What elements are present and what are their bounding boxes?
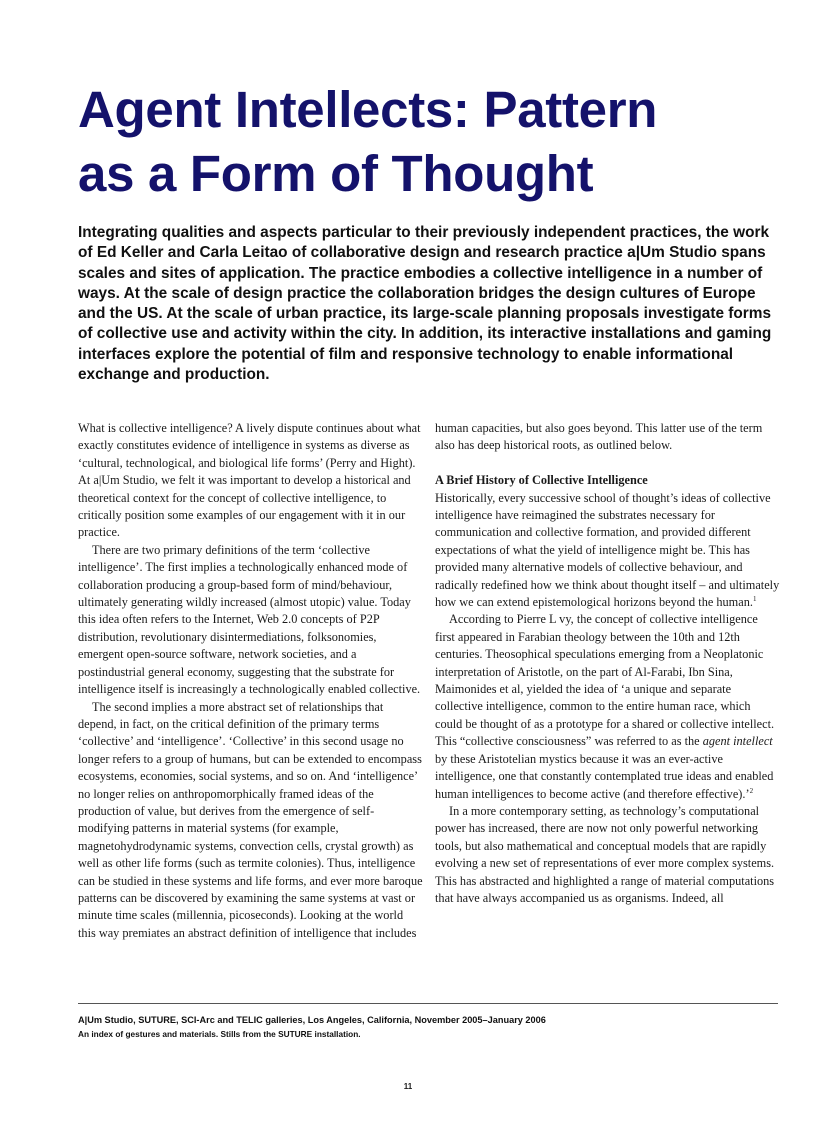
right-paragraph-2 (435, 490, 780, 612)
right-column (435, 420, 780, 907)
right-paragraph-3-text-b: by these Aristotelian mystics because it was an ever-active intelligence, one that constantly contemplated true ideas and enabled human intelligences to become active (and therefore effective).’ (435, 751, 774, 801)
section-heading: A Brief History of Collective Intelligence (435, 473, 648, 488)
page-number: 11 (403, 1082, 413, 1091)
caption-line-1: A|Um Studio, SUTURE, SCI-Arc and TELIC galleries, Los Angeles, California, November 2005–January 2006 (78, 1015, 546, 1025)
right-paragraph-3-text-a: According to Pierre L vy, the concept of collective intelligence first appeared in Farabian theology between the 10th and 12th centuries. Theosophical speculations emerging from a Neoplatonic interpretation of Aristotle, on the part of Al-Farabi, Ibn Sina, Maimonides et al, yielded the idea of ‘a unique and separate collective intelligence, common to the entire human race, which could be thought of as a prototype for a shared or collective intellect. This “collective consciousness” was referred to as the (435, 612, 775, 749)
article-title (78, 78, 778, 206)
title-line-1: Agent Intellects: Pattern (78, 81, 658, 138)
intro-text-2: of collaborative design and research practice a|Um Studio spans scales and sites of application. The practice embodies a collective intelligence in a number of ways. At the scale of design practice the collaboration bridges the design cultures of Europe and the US. At the scale of urban practice, its large-scale planning proposals investigate forms of collective use and activity within the city. In addition, its interactive installations and gaming interfaces explore the potential of film and responsive technology to enable informational exchange and production. (78, 244, 772, 384)
title-line-2: as a Form of Thought (78, 145, 594, 202)
section-gap (435, 455, 780, 472)
left-paragraph-2: There are two primary definitions of the term ‘collective intelligence’. The first implies a technologically enhanced mode of collaboration producing a group-based form of mind/behaviour, ultimately generating wildly increased (almost utopic) value. Today this idea often refers to the Internet, Web 2.0 concepts of P2P distribution, revolutionary disintermediations, folksonomies, emergent open-source software, network societies, and a postindustrial general economy, suggesting that the substrate for intelligence itself is increasingly a technologically enabled collective. (78, 542, 421, 697)
footnote-ref-1: 1 (752, 594, 757, 603)
right-paragraph-2-text: Historically, every successive school of thought’s ideas of collective intelligence have reimagined the substrates necessary for communication and collective formation, and provided different expectations of what the yield of intelligence might be. This has provided many alternative models of collective behaviour, and radically redefined how we think about thought itself – and ultimately how we can extend epistemological horizons beyond the human. (435, 490, 780, 610)
right-paragraph-3 (435, 611, 780, 802)
left-paragraph-1: What is collective intelligence? A lively dispute continues about what exactly constitutes evidence of intelligence in systems as diverse as ‘cultural, technological, and biological life forms’ (Perry and Hight). At a|Um Studio, we felt it was important to develop a historical and theoretical context for the concept of collective intelligence, to critically position some examples of our engagement with it in our practice. (78, 421, 421, 540)
right-paragraph-1: human capacities, but also goes beyond. This latter use of the term also has deep historical roots, as outlined below. (435, 421, 763, 453)
intro-text-1: Integrating qualities and aspects particular to their previously independent practices, the work of (78, 224, 770, 262)
left-column (78, 420, 423, 942)
agent-intellect-term: agent intellect (702, 734, 773, 749)
intro-standfirst (78, 223, 778, 385)
caption-line-2: An index of gestures and materials. Stills from the SUTURE installation. (78, 1029, 361, 1039)
intro-and: and (163, 244, 200, 262)
caption-divider (78, 1003, 778, 1004)
footnote-ref-2: 2 (749, 786, 754, 795)
right-paragraph-4: In a more contemporary setting, as technology’s computational power has increased, there are now not only powerful networking tools, but also mathematical and conceptual models that are rapidly evolving a new set of representations of ever more complex systems. This has abstracted and highlighted a range of material computations that have always accompanied us as organisms. Indeed, all (435, 803, 775, 905)
author-name-2: Carla Leitao (199, 244, 288, 262)
author-name-1: Ed Keller (96, 244, 164, 262)
left-paragraph-3: The second implies a more abstract set of relationships that depend, in fact, on the critical definition of the primary terms ‘collective’ and ‘intelligence’. ‘Collective’ in this second usage no longer refers to a group of humans, but can be extended to encompass ecosystems, economies, social systems, and so on. And ‘intelligence’ no longer relies on anthropomorphically framed ideas of the production of value, but derives from the emergence of self-modifying patterns in material systems (for example, magnetohydrodynamic systems, convection cells, crystal growth) as well as other life forms (such as termite colonies). Thus, intelligence can be studied in these systems and life forms, and ever more baroque patterns can be discovered by examining the same systems at vast or minute time scales (millennia, picoseconds). Looking at the world this way premiates an abstract definition of intelligence that includes (78, 699, 423, 940)
